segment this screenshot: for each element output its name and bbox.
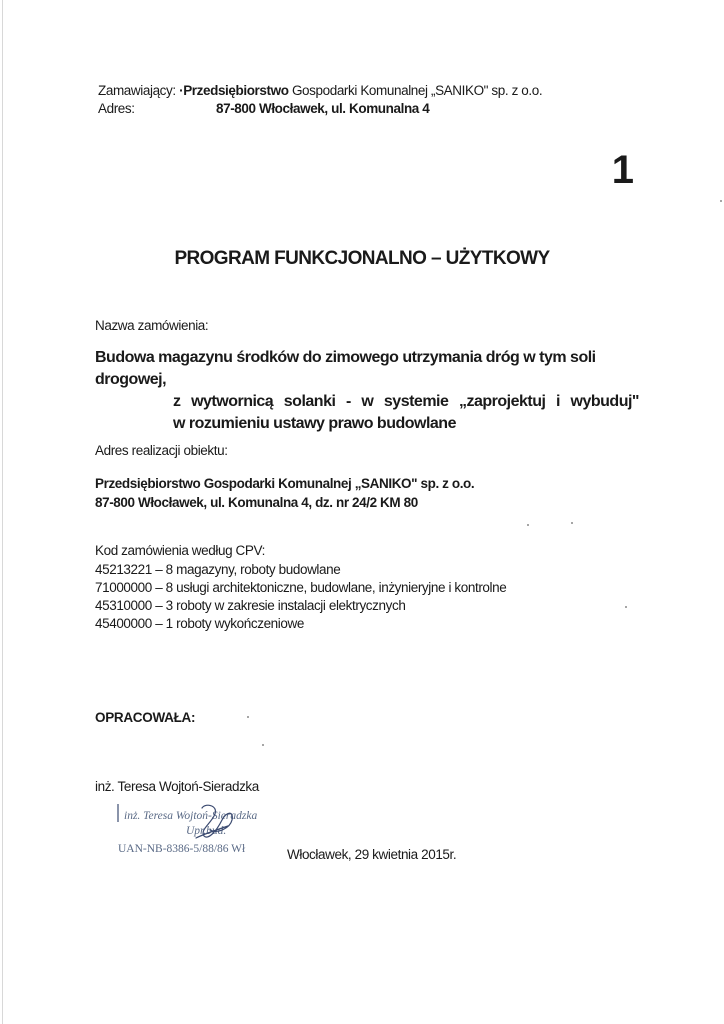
address-line: [98, 101, 430, 116]
prepared-by-label: OPRACOWAŁA:: [95, 710, 196, 725]
author-stamp: [116, 800, 266, 856]
address-value: 87-800 Włocławek, ul. Komunalna 4: [216, 101, 430, 116]
date-place: Włocławek, 29 kwietnia 2015r.: [287, 847, 457, 862]
orderer-name-rest: Gospodarki Komunalnej „SANIKO" sp. z o.o.: [291, 83, 543, 98]
stamp-bracket: [117, 804, 119, 822]
site-address-label: Adres realizacji obiektu:: [95, 443, 228, 458]
author-name: inż. Teresa Wojtoń-Sieradzka: [95, 779, 259, 794]
cpv-label: Kod zamówienia według CPV:: [95, 543, 265, 558]
address-label: Adres:: [98, 101, 135, 116]
scan-speck: [625, 606, 627, 608]
stamp-line-1: inż. Teresa Wojtoń-Sieradzka: [124, 810, 258, 822]
document-number: 1: [611, 148, 634, 192]
scan-speck: [247, 716, 249, 718]
order-name-line-2: z wytwornicą solanki - w systemie „zaprojektuj i wybuduj": [173, 393, 639, 410]
cpv-list: [95, 561, 506, 633]
order-name-label: Nazwa zamówienia:: [95, 318, 209, 333]
scan-speck: [720, 200, 722, 202]
scan-speck: [571, 522, 573, 524]
orderer-line: [98, 83, 542, 98]
site-address: [95, 474, 474, 512]
order-name: [95, 347, 639, 435]
scan-speck: [527, 524, 529, 526]
site-address-line-2: 87-800 Włocławek, ul. Komunalna 4, dz. nr 24/2 KM 80: [95, 495, 418, 510]
document-title: PROGRAM FUNKCJONALNO – UŻYTKOWY: [174, 248, 550, 269]
cpv-item: 71000000 – 8 usługi architektoniczne, budowlane, inżynieryjne i kontrolne: [95, 580, 507, 595]
stamp-line-3: UAN-NB-8386-5/88/86 Wł: [118, 843, 246, 855]
cpv-item: 45400000 – 1 roboty wykończeniowe: [95, 616, 304, 631]
orderer-name-prefix: ·Przedsiębiorstwo: [179, 83, 289, 98]
scan-speck: [262, 744, 264, 746]
page-left-edge: [2, 0, 3, 1024]
order-name-line-3: w rozumieniu ustawy prawo budowlane: [173, 415, 456, 432]
stamp-line-2: Upr.bud.: [186, 825, 227, 837]
cpv-item: 45213221 – 8 magazyny, roboty budowlane: [95, 562, 341, 577]
cpv-item: 45310000 – 3 roboty w zakresie instalacji elektrycznych: [95, 598, 406, 613]
site-address-line-1: Przedsiębiorstwo Gospodarki Komunalnej „SANIKO" sp. z o.o.: [95, 476, 475, 491]
order-name-line-1: Budowa magazynu środków do zimowego utrzymania dróg w tym soli drogowej,: [95, 349, 596, 388]
orderer-label: Zamawiający:: [98, 83, 176, 98]
